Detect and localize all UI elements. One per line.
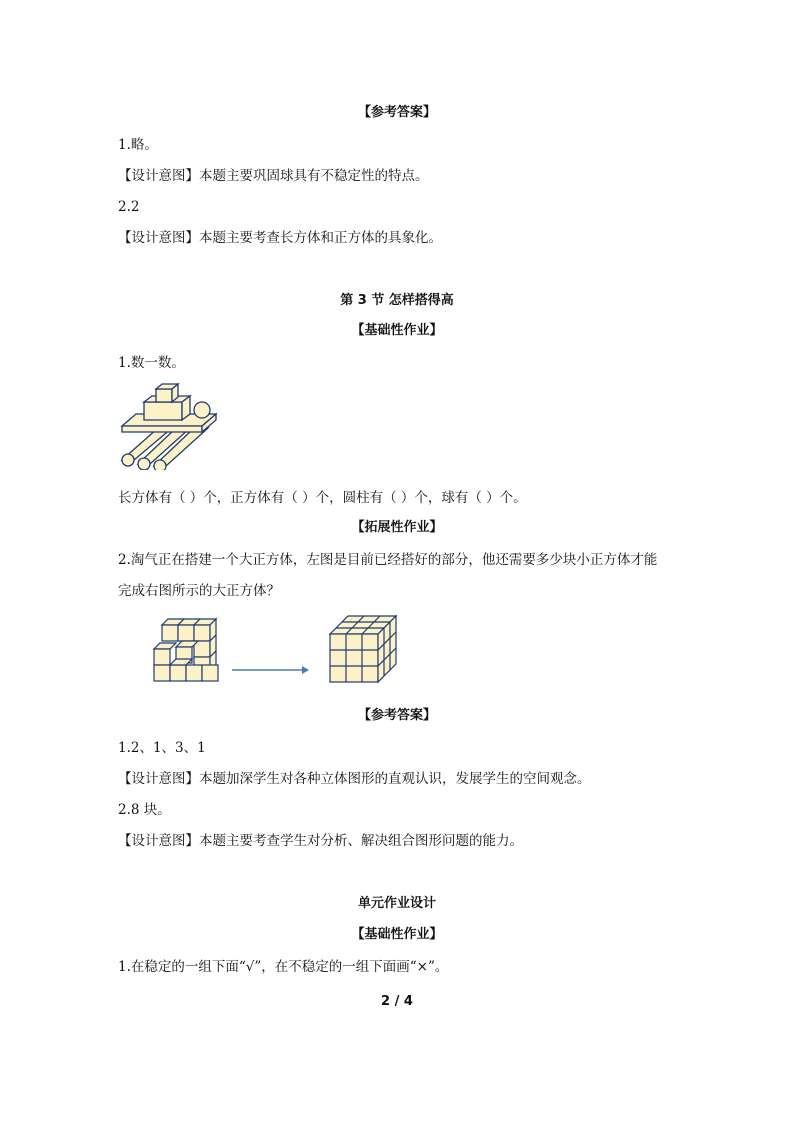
sphere-shape	[194, 402, 210, 418]
unit-title: 单元作业设计	[357, 896, 436, 911]
design-intent-1: 【设计意图】本题主要巩固球具有不稳定性的特点。	[118, 168, 429, 184]
question-2-line-1: 2.淘气正在搭建一个大正方体，左图是目前已经搭好的部分，他还需要多少块小正方体才能	[118, 552, 658, 568]
answer-header-2: 【参考答案】	[357, 708, 436, 723]
section-design-intent-1: 【设计意图】本题加深学生对各种立体图形的直观认识，发展学生的空间观念。	[118, 771, 591, 787]
basic-homework-header: 【基础性作业】	[351, 323, 443, 338]
question-2-line-2: 完成右图所示的大正方体？	[118, 583, 280, 599]
unit-basic-header: 【基础性作业】	[351, 927, 443, 942]
section-answer-1: 1.2、1、3、1	[118, 740, 206, 756]
unit-question-1: 1.在稳定的一组下面“√”，在不稳定的一组下面画“×”。	[118, 959, 449, 975]
cube-shape	[156, 384, 178, 402]
section-design-intent-2: 【设计意图】本题主要考查学生对分析、解决组合图形问题的能力。	[118, 833, 523, 849]
question-1: 1.数一数。	[118, 355, 185, 371]
page-number: 2 / 4	[381, 994, 413, 1009]
answer-2: 2.2	[118, 199, 140, 215]
answer-1: 1.略。	[118, 137, 158, 153]
arrow-right	[230, 663, 310, 677]
partial-cube-figure	[150, 617, 230, 692]
design-intent-2: 【设计意图】本题主要考查长方体和正方体的具象化。	[118, 230, 442, 246]
section-title: 第 3 节 怎样搭得高	[340, 293, 454, 308]
full-cube-figure	[326, 612, 406, 687]
section-answer-2: 2.8 块。	[118, 802, 171, 818]
extended-homework-header: 【拓展性作业】	[351, 520, 443, 535]
stacked-solids-figure	[118, 380, 228, 470]
answer-header-1: 【参考答案】	[357, 105, 436, 120]
question-1-fill-blanks: 长方体有（ ）个，正方体有（ ）个，圆柱有（ ）个，球有（ ）个。	[118, 490, 527, 506]
